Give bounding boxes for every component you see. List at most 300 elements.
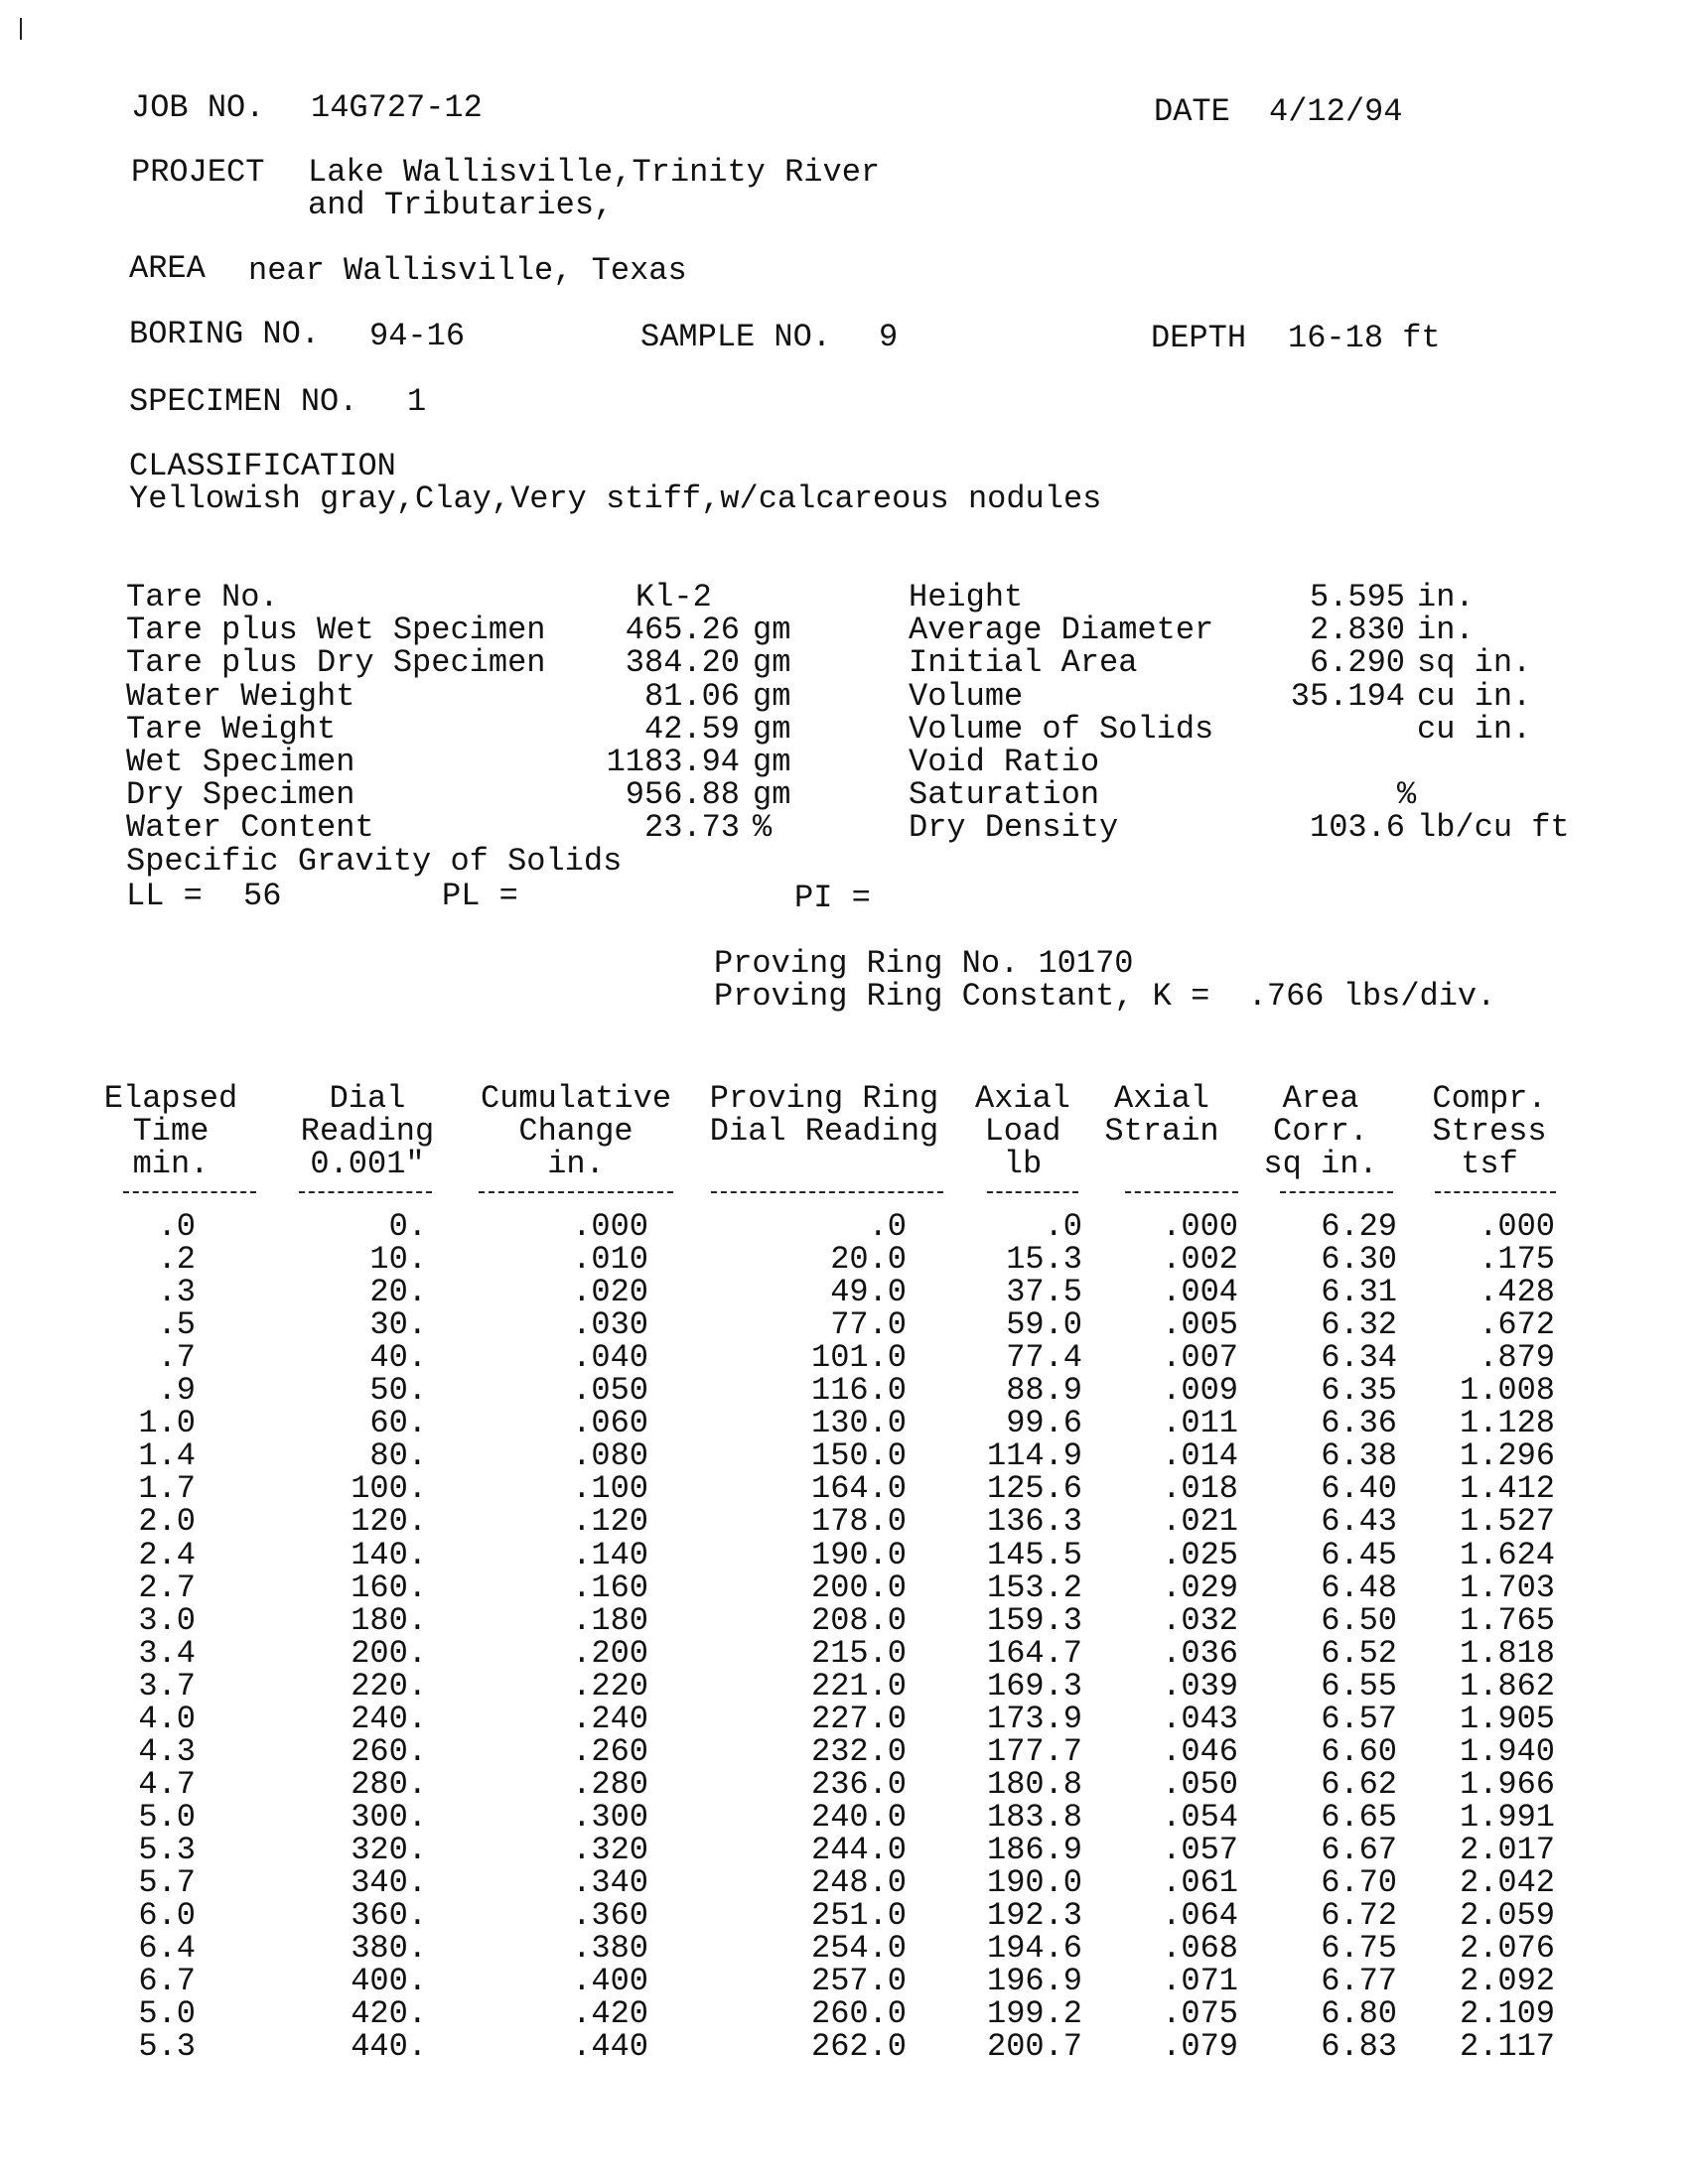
table-cell: 215.0 (810, 1634, 907, 1672)
table-cell: 2.4 (138, 1536, 196, 1573)
table-cell: 3.7 (138, 1667, 196, 1705)
date-label: DATE (1154, 93, 1230, 130)
dimension-unit: % (1397, 776, 1417, 814)
table-cell: 1.966 (1459, 1765, 1555, 1803)
table-cell: 400. (351, 1963, 427, 2000)
table-cell: .060 (572, 1405, 648, 1442)
boring-number-value: 94-16 (369, 318, 466, 354)
table-cell: 1.527 (1459, 1503, 1555, 1541)
header-underline (987, 1191, 1078, 1195)
table-cell: 6.70 (1321, 1864, 1397, 1901)
column-header: Dial Reading (709, 1113, 939, 1150)
dimension-label: Average Diameter (909, 612, 1214, 649)
header-underline (1435, 1191, 1556, 1195)
table-cell: .000 (1479, 1208, 1555, 1245)
table-cell: 153.2 (986, 1569, 1082, 1606)
table-cell: 6.83 (1321, 2028, 1397, 2066)
table-cell: 208.0 (810, 1601, 907, 1639)
weight-label: Tare plus Wet Specimen (126, 612, 546, 649)
table-cell: 192.3 (986, 1897, 1082, 1935)
table-cell: 200. (351, 1634, 427, 1672)
table-cell: 6.77 (1321, 1963, 1397, 2000)
dimension-unit: cu in. (1417, 710, 1532, 748)
table-cell: 262.0 (810, 2028, 907, 2066)
column-header: Strain (1104, 1113, 1219, 1150)
table-cell: .021 (1162, 1503, 1238, 1541)
weight-label: Tare No. (126, 579, 279, 615)
table-cell: 136.3 (986, 1503, 1082, 1541)
table-cell: .428 (1479, 1274, 1555, 1311)
table-cell: 280. (351, 1765, 427, 1803)
table-cell: 227.0 (810, 1700, 907, 1737)
table-cell: 420. (351, 1995, 427, 2033)
specimen-number-value: 1 (407, 383, 427, 420)
table-cell: .032 (1162, 1601, 1238, 1639)
table-cell: 260. (351, 1732, 427, 1770)
table-cell: 6.31 (1321, 1274, 1397, 1311)
table-cell: 1.0 (138, 1405, 196, 1442)
table-cell: 164.7 (986, 1634, 1082, 1672)
table-cell: .079 (1162, 2028, 1238, 2066)
header-underline (711, 1191, 943, 1195)
table-cell: 101.0 (810, 1339, 907, 1377)
table-cell: .046 (1162, 1732, 1238, 1770)
table-cell: .080 (572, 1437, 648, 1475)
dimension-label: Volume of Solids (909, 710, 1214, 748)
table-cell: 6.4 (138, 1930, 196, 1968)
table-cell: 5.0 (138, 1995, 196, 2033)
table-cell: .0 (157, 1208, 196, 1245)
column-header: Time (132, 1113, 210, 1150)
column-header: sq in. (1263, 1146, 1378, 1182)
table-cell: 1.008 (1459, 1372, 1555, 1410)
table-cell: 114.9 (986, 1437, 1082, 1475)
table-cell: 20.0 (830, 1241, 907, 1279)
table-cell: 6.55 (1321, 1667, 1397, 1705)
table-cell: 60. (369, 1405, 427, 1442)
table-cell: 1.905 (1459, 1700, 1555, 1737)
weight-label: Water Content (126, 809, 374, 847)
table-cell: 130.0 (810, 1405, 907, 1442)
specimen-number-label: SPECIMEN NO. (129, 383, 358, 420)
table-cell: 6.45 (1321, 1536, 1397, 1573)
table-cell: 5.7 (138, 1864, 196, 1901)
column-header: tsf (1461, 1146, 1518, 1182)
table-cell: 300. (351, 1798, 427, 1836)
table-cell: 6.72 (1321, 1897, 1397, 1935)
table-cell: 2.042 (1459, 1864, 1555, 1901)
table-cell: 6.38 (1321, 1437, 1397, 1475)
table-cell: .020 (572, 1274, 648, 1311)
table-cell: 77.0 (830, 1306, 907, 1344)
table-cell: .005 (1162, 1306, 1238, 1344)
table-cell: 221.0 (810, 1667, 907, 1705)
table-cell: .175 (1479, 1241, 1555, 1279)
job-number-label: JOB NO. (131, 89, 265, 126)
table-cell: 6.34 (1321, 1339, 1397, 1377)
dimension-value: 6.290 (1309, 644, 1405, 682)
table-cell: 49.0 (830, 1274, 907, 1311)
table-cell: 145.5 (986, 1536, 1082, 1573)
table-cell: .420 (572, 1995, 648, 2033)
plasticity-index-label: PI = (794, 880, 871, 916)
table-cell: 186.9 (986, 1831, 1082, 1868)
header-underline (299, 1191, 432, 1195)
table-cell: 30. (369, 1306, 427, 1344)
table-cell: 6.65 (1321, 1798, 1397, 1836)
table-cell: .3 (157, 1274, 196, 1311)
proving-ring-number: Proving Ring No. 10170 (714, 945, 1134, 982)
table-cell: .440 (572, 2028, 648, 2066)
table-cell: 6.32 (1321, 1306, 1397, 1344)
table-cell: 220. (351, 1667, 427, 1705)
column-header: in. (547, 1146, 605, 1182)
table-cell: 380. (351, 1930, 427, 1968)
table-cell: .200 (572, 1634, 648, 1672)
weight-label: Water Weight (126, 677, 355, 715)
table-cell: 340. (351, 1864, 427, 1901)
dimension-unit: lb/cu ft (1417, 809, 1570, 847)
table-cell: 116.0 (810, 1372, 907, 1410)
table-cell: 120. (351, 1503, 427, 1541)
table-cell: 200.0 (810, 1569, 907, 1606)
table-cell: 1.4 (138, 1437, 196, 1475)
table-cell: .0 (1044, 1208, 1082, 1245)
column-header: Reading (300, 1113, 435, 1150)
dimension-unit: sq in. (1417, 644, 1532, 682)
area-value: near Wallisville, Texas (248, 252, 687, 289)
table-cell: .057 (1162, 1831, 1238, 1868)
table-cell: 194.6 (986, 1930, 1082, 1968)
table-cell: 99.6 (1006, 1405, 1082, 1442)
table-cell: .260 (572, 1732, 648, 1770)
boring-number-label: BORING NO. (129, 316, 321, 352)
table-cell: 2.017 (1459, 1831, 1555, 1868)
table-cell: 251.0 (810, 1897, 907, 1935)
table-cell: 244.0 (810, 1831, 907, 1868)
table-cell: .340 (572, 1864, 648, 1901)
weight-label: Wet Specimen (126, 744, 355, 780)
table-cell: 180. (351, 1601, 427, 1639)
table-cell: 236.0 (810, 1765, 907, 1803)
table-cell: 173.9 (986, 1700, 1082, 1737)
table-cell: .140 (572, 1536, 648, 1573)
table-cell: .050 (572, 1372, 648, 1410)
table-cell: 1.818 (1459, 1634, 1555, 1672)
table-cell: .007 (1162, 1339, 1238, 1377)
table-cell: .061 (1162, 1864, 1238, 1901)
header-underline (1280, 1191, 1393, 1195)
table-cell: .240 (572, 1700, 648, 1737)
table-cell: .9 (157, 1372, 196, 1410)
table-cell: 200.7 (986, 2028, 1082, 2066)
table-cell: 178.0 (810, 1503, 907, 1541)
table-cell: .018 (1162, 1470, 1238, 1508)
table-cell: .180 (572, 1601, 648, 1639)
liquid-limit-value: 56 (243, 878, 282, 914)
table-cell: 4.0 (138, 1700, 196, 1737)
table-cell: .009 (1162, 1372, 1238, 1410)
column-header: Axial (974, 1080, 1070, 1117)
table-cell: .071 (1162, 1963, 1238, 2000)
classification-value: Yellowish gray,Clay,Very stiff,w/calcareous nodules (129, 480, 1102, 517)
table-cell: 2.117 (1459, 2028, 1555, 2066)
table-cell: 6.50 (1321, 1601, 1397, 1639)
table-cell: 6.80 (1321, 1995, 1397, 2033)
column-header: lb (1003, 1146, 1043, 1182)
table-cell: .029 (1162, 1569, 1238, 1606)
table-cell: .036 (1162, 1634, 1238, 1672)
weight-label: Specific Gravity of Solids (126, 842, 623, 880)
table-cell: 257.0 (810, 1963, 907, 2000)
column-header: Proving Ring (709, 1080, 939, 1117)
table-cell: .010 (572, 1241, 648, 1279)
weight-label: Tare Weight (126, 710, 337, 748)
dimension-label: Height (909, 579, 1024, 615)
table-cell: .000 (572, 1208, 648, 1245)
dimension-label: Void Ratio (909, 744, 1100, 780)
table-cell: .220 (572, 1667, 648, 1705)
dimension-unit: cu in. (1417, 677, 1532, 715)
weight-label: Dry Specimen (126, 776, 355, 814)
column-header: Dial (329, 1080, 406, 1117)
date-value: 4/12/94 (1269, 93, 1403, 130)
column-header: Corr. (1272, 1113, 1368, 1150)
depth-label: DEPTH (1151, 320, 1247, 356)
scan-artifact-mark (20, 18, 22, 40)
weight-unit: gm (753, 744, 791, 780)
column-header: min. (132, 1146, 210, 1182)
project-line-1: Lake Wallisville,Trinity River (308, 154, 881, 191)
table-cell: 40. (369, 1339, 427, 1377)
column-header: Load (984, 1113, 1061, 1150)
column-header: 0.001" (310, 1146, 425, 1182)
table-cell: .160 (572, 1569, 648, 1606)
table-cell: 2.109 (1459, 1995, 1555, 2033)
job-number-value: 14G727-12 (311, 89, 483, 126)
table-cell: 125.6 (986, 1470, 1082, 1508)
weight-value: 384.20 (625, 644, 740, 682)
table-cell: 3.4 (138, 1634, 196, 1672)
table-cell: .2 (157, 1241, 196, 1279)
table-cell: 6.0 (138, 1897, 196, 1935)
header-underline (479, 1191, 673, 1195)
table-cell: 320. (351, 1831, 427, 1868)
dimension-label: Volume (909, 677, 1024, 715)
table-cell: 6.36 (1321, 1405, 1397, 1442)
weight-label: Tare plus Dry Specimen (126, 644, 546, 682)
proving-ring-constant: Proving Ring Constant, K = .766 lbs/div. (714, 978, 1496, 1015)
table-cell: 59.0 (1006, 1306, 1082, 1344)
table-cell: 190.0 (810, 1536, 907, 1573)
table-cell: 150.0 (810, 1437, 907, 1475)
column-header: Axial (1113, 1080, 1209, 1117)
table-cell: 1.765 (1459, 1601, 1555, 1639)
plastic-limit-label: PL = (442, 878, 518, 914)
table-cell: .075 (1162, 1995, 1238, 2033)
weight-value: 23.73 (643, 809, 740, 847)
table-cell: 6.29 (1321, 1208, 1397, 1245)
table-cell: 160. (351, 1569, 427, 1606)
table-cell: .014 (1162, 1437, 1238, 1475)
table-cell: 4.3 (138, 1732, 196, 1770)
table-cell: 1.128 (1459, 1405, 1555, 1442)
table-cell: 6.67 (1321, 1831, 1397, 1868)
table-cell: .025 (1162, 1536, 1238, 1573)
weight-unit: % (753, 809, 773, 847)
column-header: Change (518, 1113, 634, 1150)
table-cell: .050 (1162, 1765, 1238, 1803)
table-cell: 1.862 (1459, 1667, 1555, 1705)
table-cell: 164.0 (810, 1470, 907, 1508)
table-cell: 6.30 (1321, 1241, 1397, 1279)
table-cell: .002 (1162, 1241, 1238, 1279)
dimension-label: Initial Area (909, 644, 1138, 682)
table-cell: 360. (351, 1897, 427, 1935)
table-cell: 2.059 (1459, 1897, 1555, 1935)
table-cell: 6.48 (1321, 1569, 1397, 1606)
dimension-label: Dry Density (909, 809, 1119, 847)
table-cell: 1.703 (1459, 1569, 1555, 1606)
table-cell: .320 (572, 1831, 648, 1868)
table-cell: 2.7 (138, 1569, 196, 1606)
table-cell: 1.991 (1459, 1798, 1555, 1836)
weight-value: 956.88 (625, 776, 740, 814)
weight-value: Kl-2 (635, 579, 712, 615)
table-cell: 10. (369, 1241, 427, 1279)
table-cell: 80. (369, 1437, 427, 1475)
table-cell: 100. (351, 1470, 427, 1508)
table-cell: 50. (369, 1372, 427, 1410)
column-header: Compr. (1432, 1080, 1547, 1117)
dimension-value: 35.194 (1290, 677, 1405, 715)
table-cell: 88.9 (1006, 1372, 1082, 1410)
table-cell: 254.0 (810, 1930, 907, 1968)
table-cell: 20. (369, 1274, 427, 1311)
table-cell: 77.4 (1006, 1339, 1082, 1377)
table-cell: 15.3 (1006, 1241, 1082, 1279)
weight-unit: gm (753, 644, 791, 682)
dimension-unit: in. (1417, 612, 1475, 649)
table-cell: 6.7 (138, 1963, 196, 2000)
table-cell: 4.7 (138, 1765, 196, 1803)
table-cell: 177.7 (986, 1732, 1082, 1770)
table-cell: 232.0 (810, 1732, 907, 1770)
depth-value: 16-18 ft (1288, 320, 1441, 356)
table-cell: .039 (1162, 1667, 1238, 1705)
table-cell: 5.3 (138, 2028, 196, 2066)
weight-value: 1183.94 (606, 744, 740, 780)
table-cell: 183.8 (986, 1798, 1082, 1836)
table-cell: 240. (351, 1700, 427, 1737)
table-cell: 1.412 (1459, 1470, 1555, 1508)
header-underline (123, 1191, 256, 1195)
project-line-2: and Tributaries, (308, 187, 614, 223)
table-cell: 169.3 (986, 1667, 1082, 1705)
table-cell: .068 (1162, 1930, 1238, 1968)
liquid-limit-label: LL = (126, 878, 203, 914)
table-cell: 0. (388, 1208, 427, 1245)
table-cell: 5.0 (138, 1798, 196, 1836)
dimension-value: 5.595 (1309, 579, 1405, 615)
table-cell: 6.57 (1321, 1700, 1397, 1737)
table-cell: .300 (572, 1798, 648, 1836)
table-cell: 140. (351, 1536, 427, 1573)
table-cell: 6.60 (1321, 1732, 1397, 1770)
table-cell: 6.43 (1321, 1503, 1397, 1541)
dimension-unit: in. (1417, 579, 1475, 615)
table-cell: 1.7 (138, 1470, 196, 1508)
table-cell: .011 (1162, 1405, 1238, 1442)
table-cell: .0 (868, 1208, 907, 1245)
table-cell: 190.0 (986, 1864, 1082, 1901)
table-cell: .380 (572, 1930, 648, 1968)
column-header: Elapsed (103, 1080, 238, 1117)
table-cell: 1.296 (1459, 1437, 1555, 1475)
sample-number-label: SAMPLE NO. (640, 319, 832, 355)
table-cell: 3.0 (138, 1601, 196, 1639)
table-cell: .7 (157, 1339, 196, 1377)
column-header: Cumulative (480, 1080, 672, 1117)
table-cell: .030 (572, 1306, 648, 1344)
table-cell: .004 (1162, 1274, 1238, 1311)
weight-value: 465.26 (625, 612, 740, 649)
weight-unit: gm (753, 677, 791, 715)
table-cell: 196.9 (986, 1963, 1082, 2000)
table-cell: .064 (1162, 1897, 1238, 1935)
table-cell: 2.0 (138, 1503, 196, 1541)
table-cell: .120 (572, 1503, 648, 1541)
table-cell: .043 (1162, 1700, 1238, 1737)
weight-value: 81.06 (643, 677, 740, 715)
table-cell: 199.2 (986, 1995, 1082, 2033)
table-cell: 1.624 (1459, 1536, 1555, 1573)
table-cell: .100 (572, 1470, 648, 1508)
header-underline (1125, 1191, 1238, 1195)
dimension-value: 103.6 (1309, 809, 1405, 847)
table-cell: 6.40 (1321, 1470, 1397, 1508)
table-cell: 240.0 (810, 1798, 907, 1836)
project-label: PROJECT (131, 154, 265, 191)
area-label: AREA (129, 250, 206, 287)
table-cell: 37.5 (1006, 1274, 1082, 1311)
table-cell: 2.092 (1459, 1963, 1555, 2000)
table-cell: 5.3 (138, 1831, 196, 1868)
table-cell: .5 (157, 1306, 196, 1344)
weight-unit: gm (753, 612, 791, 649)
table-cell: .879 (1479, 1339, 1555, 1377)
table-cell: .672 (1479, 1306, 1555, 1344)
table-cell: 2.076 (1459, 1930, 1555, 1968)
table-cell: 159.3 (986, 1601, 1082, 1639)
table-cell: 6.52 (1321, 1634, 1397, 1672)
table-cell: .054 (1162, 1798, 1238, 1836)
table-cell: 6.62 (1321, 1765, 1397, 1803)
column-header: Area (1282, 1080, 1359, 1117)
table-cell: 180.8 (986, 1765, 1082, 1803)
table-cell: 6.75 (1321, 1930, 1397, 1968)
table-cell: 6.35 (1321, 1372, 1397, 1410)
weight-unit: gm (753, 776, 791, 814)
dimension-label: Saturation (909, 776, 1100, 814)
sample-number-value: 9 (879, 319, 899, 355)
table-cell: .360 (572, 1897, 648, 1935)
table-cell: 248.0 (810, 1864, 907, 1901)
column-header: Stress (1432, 1113, 1547, 1150)
table-cell: .280 (572, 1765, 648, 1803)
weight-unit: gm (753, 710, 791, 748)
table-cell: 440. (351, 2028, 427, 2066)
